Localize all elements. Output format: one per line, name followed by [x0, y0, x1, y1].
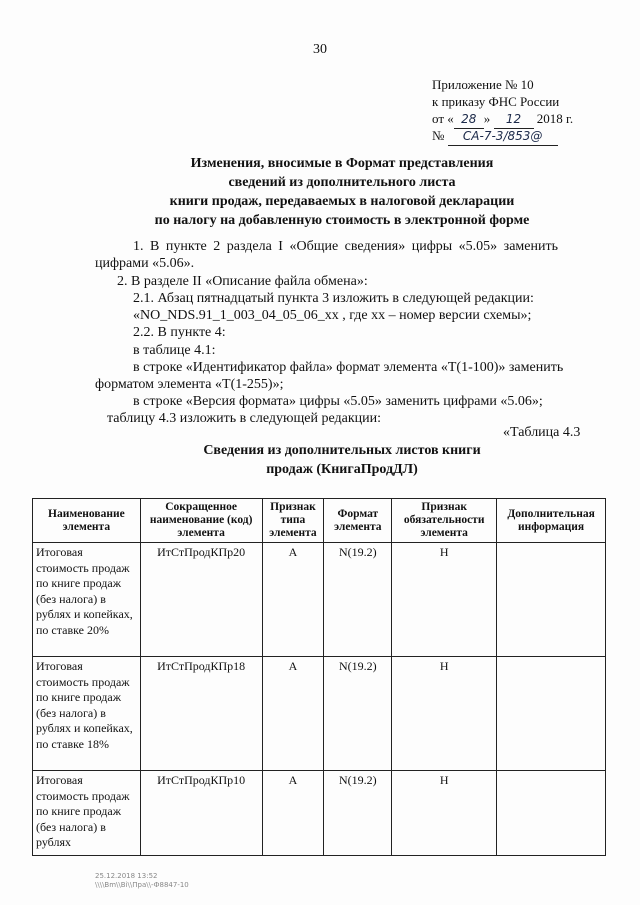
- document-title: [0, 154, 640, 230]
- cell-info: [497, 543, 606, 657]
- body-line: «NO_NDS.91_1_003_04_05_06_xx , где xx – номер версии схемы»;: [133, 308, 532, 323]
- header-cell: Формат элемента: [324, 499, 392, 543]
- page-number: 30: [313, 42, 327, 57]
- body-line: в таблице 4.1:: [133, 343, 216, 358]
- body-line: цифрами «5.06».: [95, 256, 195, 271]
- header-cell: Дополнительная информация: [497, 499, 606, 543]
- table-row: [33, 543, 606, 657]
- cell-type: А: [262, 657, 324, 771]
- table-title-line: Сведения из дополнительных листов книги: [203, 443, 481, 458]
- body-line: в строке «Идентификатор файла» формат элемента «Т(1-100)» заменить: [133, 360, 564, 375]
- footer-timestamp: 25.12.2018 13:52: [95, 872, 158, 880]
- table-reference: «Таблица 4.3: [503, 425, 581, 440]
- appendix-number: [432, 127, 558, 146]
- title-line: книги продаж, передаваемых в налоговой декларации: [169, 194, 515, 209]
- cell-required: Н: [392, 771, 497, 856]
- table-title-line: продаж (КнигаПродДЛ): [266, 462, 418, 477]
- cell-code: ИтСтПродКПр18: [140, 657, 262, 771]
- cell-format: N(19.2): [324, 543, 392, 657]
- number-prefix: №: [432, 128, 445, 143]
- body-line: 2.1. Абзац пятнадцатый пункта 3 изложить в следующей редакции:: [133, 291, 534, 306]
- date-month: 12: [494, 111, 534, 129]
- footer-path: \\\\Bm\\Bi\\Пра\\-Ф8847-10: [95, 881, 189, 889]
- cell-type: А: [262, 771, 324, 856]
- cell-code: ИтСтПродКПр10: [140, 771, 262, 856]
- cell-name: Итоговая стоимость продаж по книге продаж (без налога) в рублях и копейках, по ставке 18%: [33, 657, 141, 771]
- cell-info: [497, 771, 606, 856]
- title-line: сведений из дополнительного листа: [228, 175, 456, 190]
- table-row: [33, 771, 606, 856]
- cell-info: [497, 657, 606, 771]
- body-line: 2. В разделе II «Описание файла обмена»:: [117, 274, 368, 289]
- appendix-line-2: к приказу ФНС России: [432, 94, 560, 109]
- date-day: 28: [454, 111, 484, 129]
- cell-format: N(19.2): [324, 771, 392, 856]
- cell-type: А: [262, 543, 324, 657]
- cell-code: ИтСтПродКПр20: [140, 543, 262, 657]
- date-year: 2018 г.: [536, 111, 574, 126]
- data-table: [32, 498, 606, 856]
- title-line: Изменения, вносимые в Формат представления: [190, 156, 494, 171]
- cell-name: Итоговая стоимость продаж по книге продаж (без налога) в рублях: [33, 771, 141, 856]
- body-line: в строке «Версия формата» цифры «5.05» заменить цифрами «5.06»;: [133, 394, 543, 409]
- table-row: [33, 657, 606, 771]
- cell-required: Н: [392, 657, 497, 771]
- body-line: таблицу 4.3 изложить в следующей редакции:: [107, 411, 382, 426]
- appendix-line-1: Приложение № 10: [432, 77, 534, 92]
- date-mid: »: [483, 111, 491, 126]
- header-cell: Признак типа элемента: [262, 499, 324, 543]
- cell-required: Н: [392, 543, 497, 657]
- body-line: 2.2. В пункте 4:: [133, 325, 226, 340]
- table-header-row: [33, 499, 606, 543]
- header-cell: Сокращенное наименование (код) элемента: [140, 499, 262, 543]
- body-line: форматом элемента «Т(1-255)»;: [95, 377, 284, 392]
- number-value: СА-7-3/853@: [448, 128, 558, 146]
- date-prefix: от «: [432, 111, 454, 126]
- header-cell: Наименование элемента: [33, 499, 141, 543]
- cell-format: N(19.2): [324, 657, 392, 771]
- header-cell: Признак обязательности элемента: [392, 499, 497, 543]
- cell-name: Итоговая стоимость продаж по книге продаж (без налога) в рублях и копейках, по ставке 20%: [33, 543, 141, 657]
- title-line: по налогу на добавленную стоимость в электронной форме: [154, 213, 530, 228]
- body-line: 1. В пункте 2 раздела I «Общие сведения» цифры «5.05» заменить: [133, 239, 558, 254]
